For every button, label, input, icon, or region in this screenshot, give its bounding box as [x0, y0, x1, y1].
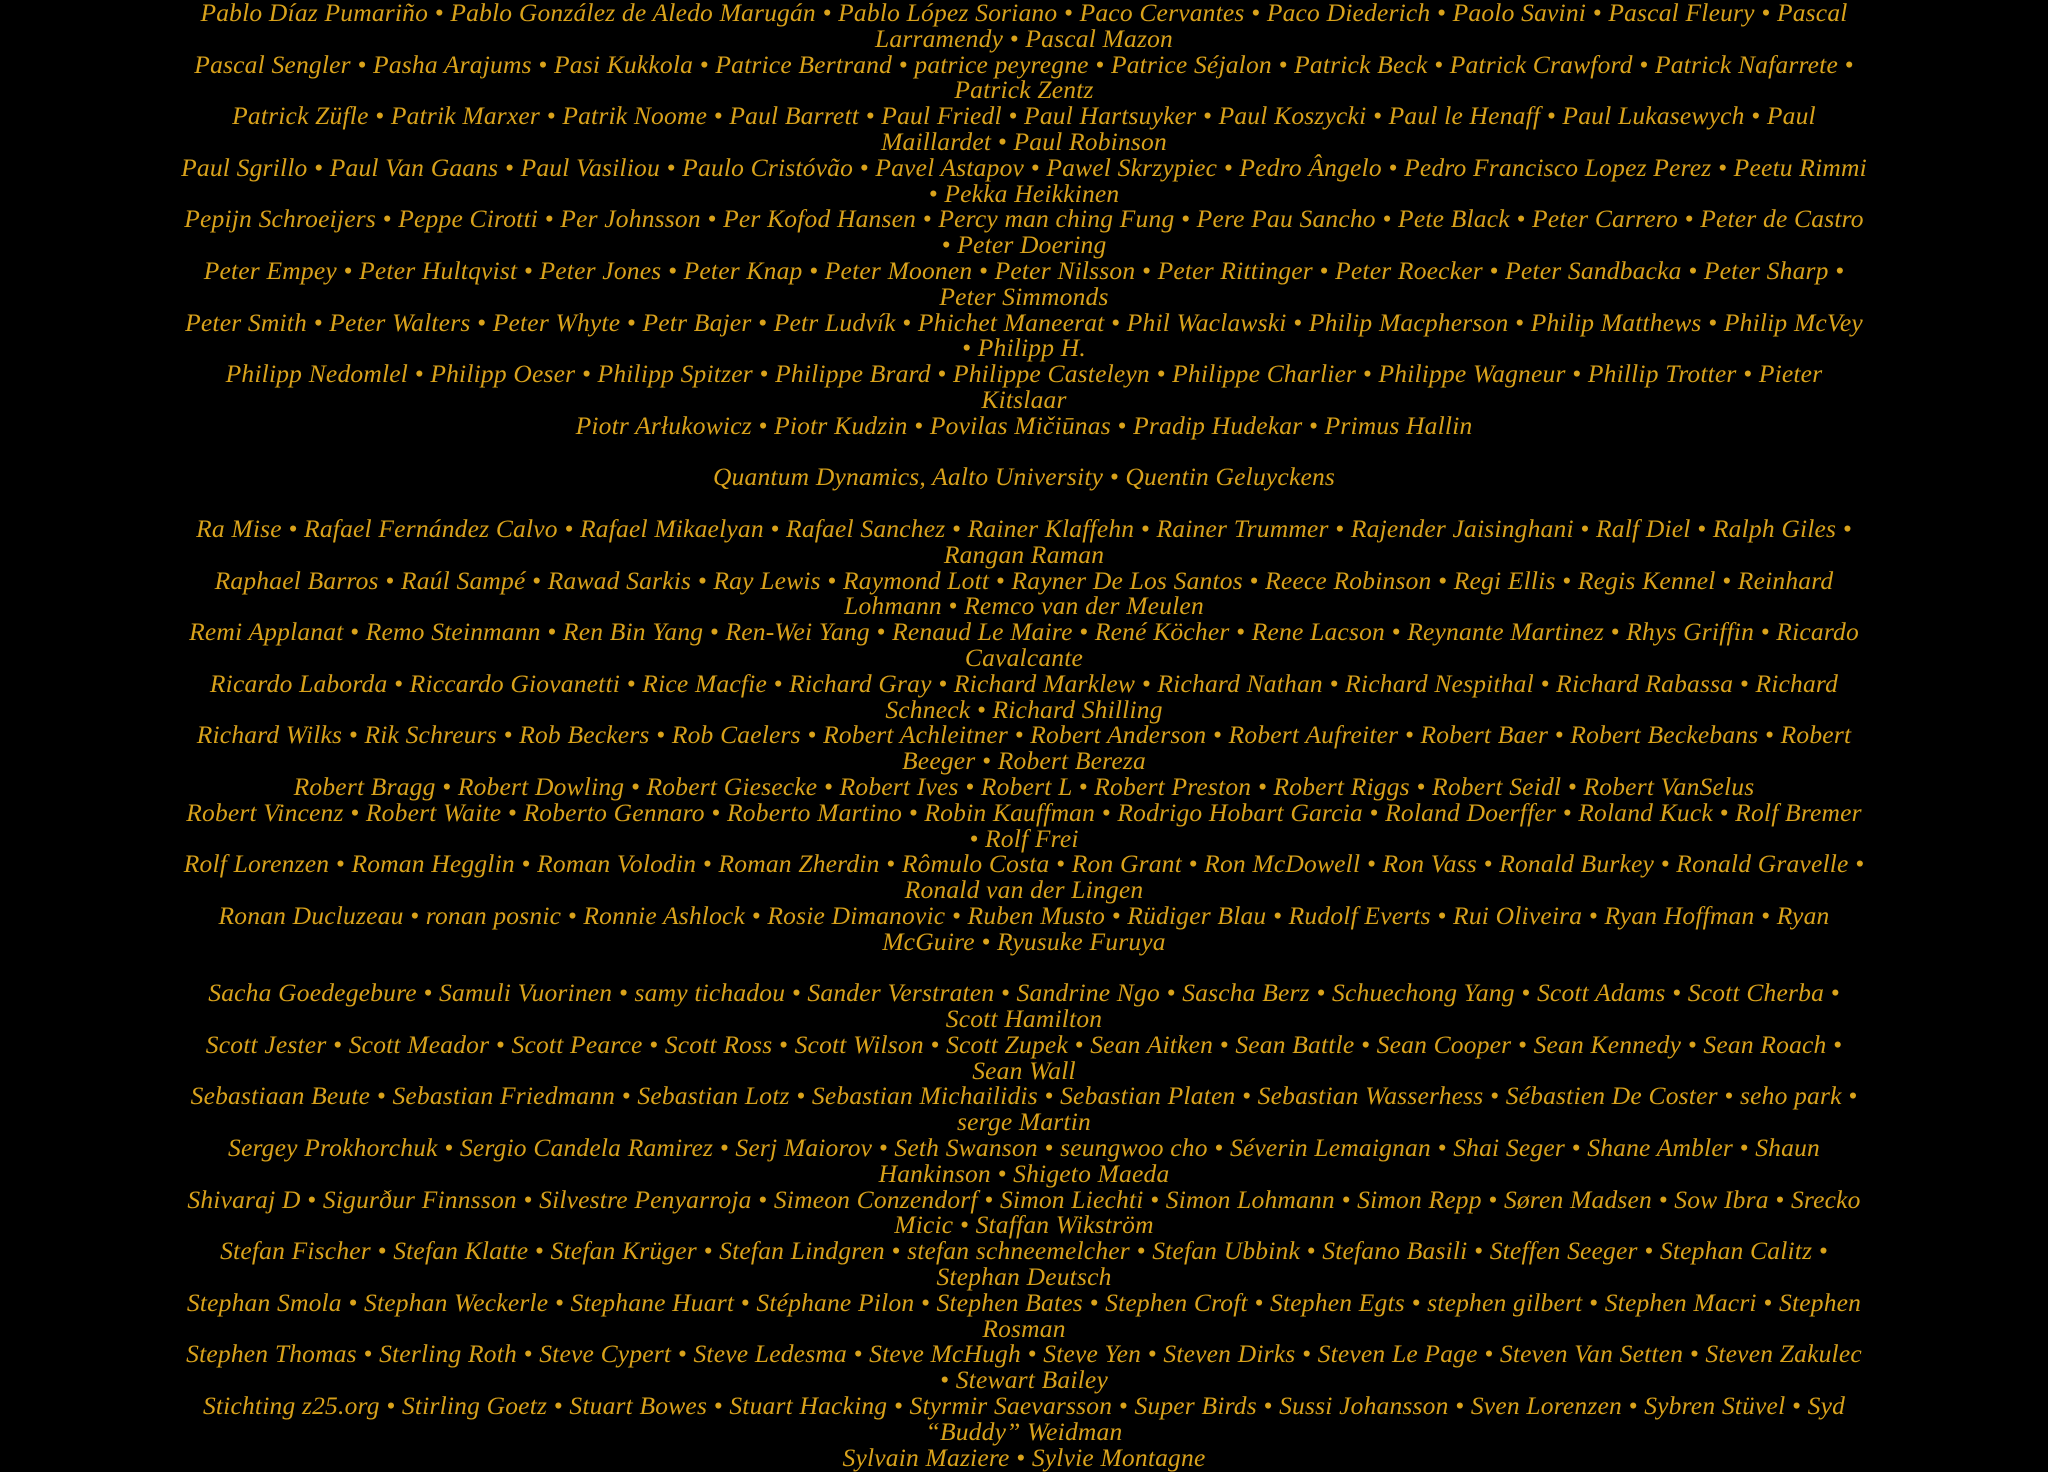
credits-line: Sergey Prokhorchuk • Sergio Candela Ramirez • Serj Maiorov • Seth Swanson • seungwoo cho • Séverin Lemaignan • Shai Seger • Shane Ambler • Shaun Hankinson • Shigeto Maeda [228, 1133, 1820, 1188]
credits-line: Remi Applanat • Remo Steinmann • Ren Bin Yang • Ren-Wei Yang • Renaud Le Maire • René Köcher • Rene Lacson • Reynante Martinez • Rhys Griffin • Ricardo Cavalcante [189, 617, 1859, 672]
credits-line: Ra Mise • Rafael Fernández Calvo • Rafael Mikaelyan • Rafael Sanchez • Rainer Klaffehn • Rainer Trummer • Rajender Jaisinghani • Ralf Diel • Ralph Giles • Rangan Raman [196, 513, 1852, 569]
credits-line: Pepijn Schroeijers • Peppe Cirotti • Per Johnsson • Per Kofod Hansen • Percy man ching Fung • Pere Pau Sancho • Pete Black • Peter Carrero • Peter de Castro • Peter Doering [184, 204, 1864, 260]
credits-block-s [180, 980, 1868, 1470]
block-spacer [180, 954, 1868, 980]
credits-line: Sylvain Maziere • Sylvie Montagne [842, 1442, 1206, 1472]
credits-line: Stefan Fischer • Stefan Klatte • Stefan Krüger • Stefan Lindgren • stefan schneemelcher • Stefan Ubbink • Stefano Basili • Steffen Seeger • Stephan Calitz • Stephan Deutsch [220, 1236, 1828, 1292]
credits-line: Robert Bragg • Robert Dowling • Robert Giesecke • Robert Ives • Robert L • Robert Preston • Robert Riggs • Robert Seidl • Robert VanSelus [293, 771, 1755, 801]
block-spacer [180, 439, 1868, 465]
credits-line: Richard Wilks • Rik Schreurs • Rob Beckers • Rob Caelers • Robert Achleitner • Robert Anderson • Robert Aufreiter • Robert Baer • Robert Beckebans • Robert Beeger • Robert Bereza [196, 720, 1852, 776]
credits-line: Patrick Züfle • Patrik Marxer • Patrik Noome • Paul Barrett • Paul Friedl • Paul Hartsuyker • Paul Koszycki • Paul le Henaff • Paul Lukasewych • Paul Maillardet • Paul Robinson [232, 101, 1816, 156]
credits-line: Quantum Dynamics, Aalto University • Quentin Geluyckens [712, 462, 1336, 492]
credits-line: Robert Vincenz • Robert Waite • Roberto Gennaro • Roberto Martino • Robin Kauffman • Rodrigo Hobart Garcia • Roland Doerffer • Roland Kuck • Rolf Bremer • Rolf Frei [186, 797, 1862, 853]
credits-line: Peter Smith • Peter Walters • Peter Whyte • Petr Bajer • Petr Ludvík • Phichet Maneerat • Phil Waclawski • Philip Macpherson • Philip Matthews • Philip McVey • Philipp H. [185, 307, 1863, 363]
block-spacer [180, 490, 1868, 516]
credits-line: Sacha Goedegebure • Samuli Vuorinen • samy tichadou • Sander Verstraten • Sandrine Ngo • Sascha Berz • Schuechong Yang • Scott Adams • Scott Cherba • Scott Hamilton [208, 978, 1840, 1034]
credits-line: Stephan Smola • Stephan Weckerle • Stephane Huart • Stéphane Pilon • Stephen Bates • Stephen Croft • Stephen Egts • stephen gilbert • Stephen Macri • Stephen Rosman [186, 1287, 1862, 1343]
credits-block-r [180, 513, 1868, 956]
credits-line: Pablo Díaz Pumariño • Pablo González de Aledo Marugán • Pablo López Soriano • Paco Cervantes • Paco Diederich • Paolo Savini • Pascal Fleury • Pascal Larramendy • Pascal Mazon [200, 0, 1848, 53]
credits-block-p [180, 0, 1868, 439]
credits-line: Philipp Nedomlel • Philipp Oeser • Philipp Spitzer • Philippe Brard • Philippe Casteleyn • Philippe Charlier • Philippe Wagneur • Phillip Trotter • Pieter Kitslaar [225, 359, 1823, 414]
credits-line: Paul Sgrillo • Paul Van Gaans • Paul Vasiliou • Paulo Cristóvão • Pavel Astapov • Pawel Skrzypiec • Pedro Ângelo • Pedro Francisco Lopez Perez • Peetu Rimmi • Pekka Heikkinen [181, 152, 1867, 208]
credits-line: Stichting z25.org • Stirling Goetz • Stuart Bowes • Stuart Hacking • Styrmir Saevarsson • Super Birds • Sussi Johansson • Sven Lorenzen • Sybren Stüvel • Syd “Buddy” Weidman [202, 1391, 1846, 1446]
credits-line: Piotr Arłukowicz • Piotr Kudzin • Povilas Mičiūnas • Pradip Hudekar • Primus Hallin [575, 410, 1473, 440]
credits-line: Raphael Barros • Raúl Sampé • Rawad Sarkis • Ray Lewis • Raymond Lott • Rayner De Los Santos • Reece Robinson • Regi Ellis • Regis Kennel • Reinhard Lohmann • Remco van der Meulen [214, 565, 1834, 621]
credits-line: Pascal Sengler • Pasha Arajums • Pasi Kukkola • Patrice Bertrand • patrice peyregne • Patrice Séjalon • Patrick Beck • Patrick Crawford • Patrick Nafarrete • Patrick Zentz [194, 49, 1854, 105]
credits-line: Peter Empey • Peter Hultqvist • Peter Jones • Peter Knap • Peter Moonen • Peter Nilsson • Peter Rittinger • Peter Roecker • Peter Sandbacka • Peter Sharp • Peter Simmonds [203, 255, 1845, 311]
credits-line: Rolf Lorenzen • Roman Hegglin • Roman Volodin • Roman Zherdin • Rômulo Costa • Ron Grant • Ron McDowell • Ron Vass • Ronald Burkey • Ronald Gravelle • Ronald van der Lingen [183, 849, 1865, 905]
credits-line: Stephen Thomas • Sterling Roth • Steve Cypert • Steve Ledesma • Steve McHugh • Steve Yen • Steven Dirks • Steven Le Page • Steven Van Setten • Steven Zakulec • Stewart Bailey [186, 1339, 1862, 1395]
credits-line: Ronan Ducluzeau • ronan posnic • Ronnie Ashlock • Rosie Dimanovic • Ruben Musto • Rüdiger Blau • Rudolf Everts • Rui Oliveira • Ryan Hoffman • Ryan McGuire • Ryusuke Furuya [218, 900, 1830, 956]
credits-block-organization [180, 464, 1868, 490]
credits-line: Ricardo Laborda • Riccardo Giovanetti • Rice Macfie • Richard Gray • Richard Marklew • Richard Nathan • Richard Nespithal • Richard Rabassa • Richard Schneck • Richard Shilling [209, 668, 1839, 724]
credits-line: Shivaraj D • Sigurður Finnsson • Silvestre Penyarroja • Simeon Conzendorf • Simon Liechti • Simon Lohmann • Simon Repp • Søren Madsen • Sow Ibra • Srecko Micic • Staffan Wikström [187, 1184, 1861, 1240]
credits-line: Sebastiaan Beute • Sebastian Friedmann • Sebastian Lotz • Sebastian Michailidis • Sebastian Platen • Sebastian Wasserhess • Sébastien De Coster • seho park • serge Martin [190, 1081, 1858, 1137]
credits-line: Scott Jester • Scott Meador • Scott Pearce • Scott Ross • Scott Wilson • Scott Zupek • Sean Aitken • Sean Battle • Sean Cooper • Sean Kennedy • Sean Roach • Sean Wall [205, 1029, 1843, 1085]
